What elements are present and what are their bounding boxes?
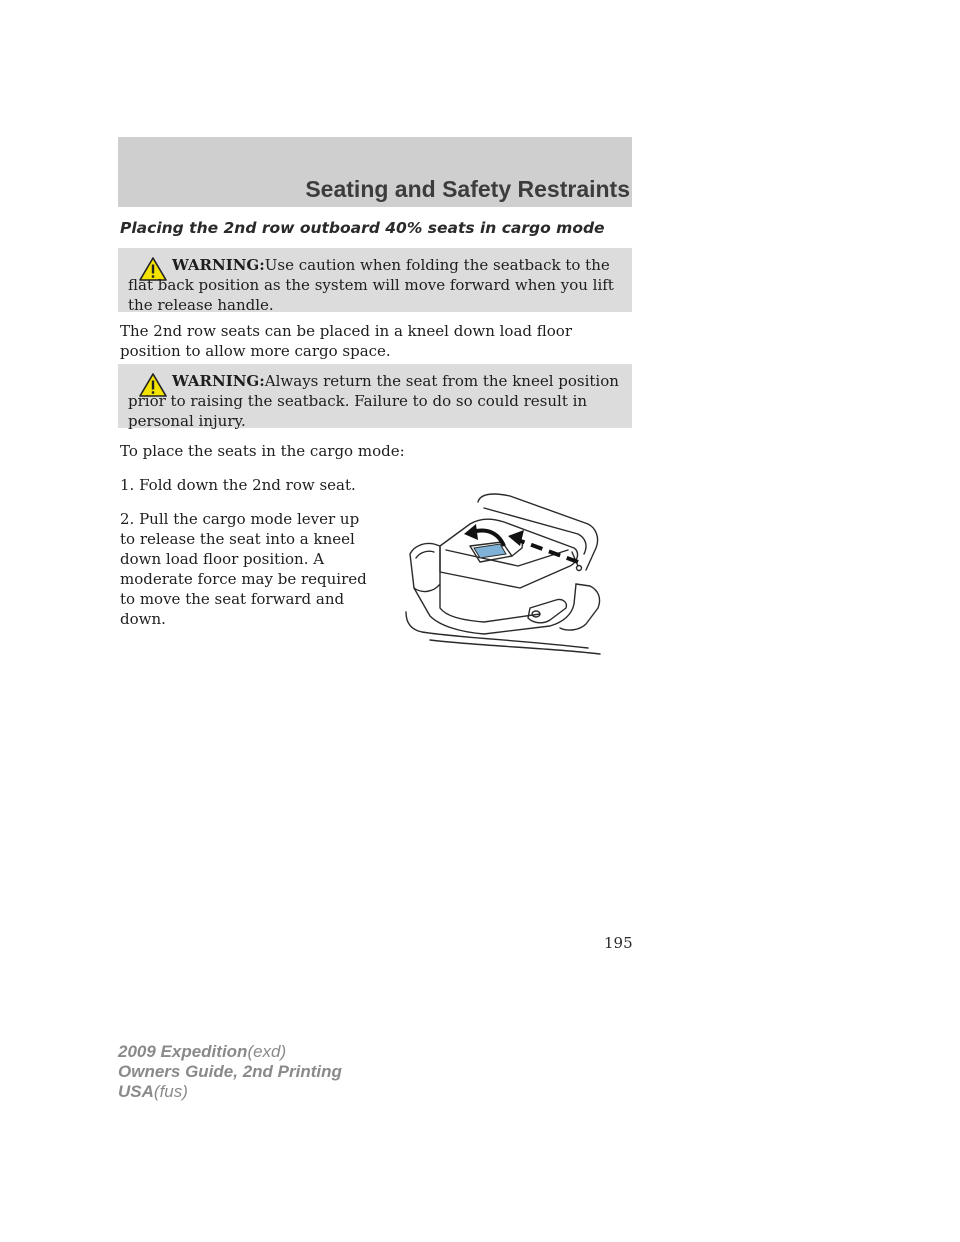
section-header — [118, 137, 632, 207]
seat-cargo-mode-illustration — [400, 488, 622, 660]
warning-body: Use caution when folding the seatback to the flat back position as the system will move forward when you lift the release handle. — [128, 256, 614, 314]
footer-model-code: (exd) — [247, 1042, 287, 1061]
section-title: Seating and Safety Restraints — [305, 176, 630, 202]
footer-model: 2009 Expedition — [118, 1042, 248, 1061]
step-item: 2. Pull the cargo mode lever up to release the seat into a kneel down load floor position. A moderate force may be required to move the seat forward and down. — [120, 510, 367, 628]
warning-text — [128, 371, 628, 431]
page-number: 195 — [604, 934, 633, 952]
warning-text — [128, 255, 628, 315]
warning-box — [118, 248, 632, 312]
footer-market: USA — [118, 1082, 154, 1101]
warning-box — [118, 364, 632, 428]
warning-body: Always return the seat from the kneel position prior to raising the seatback. Failure to do so could result in personal injury. — [128, 372, 619, 430]
warning-label: WARNING: — [172, 256, 265, 274]
subheading: Placing the 2nd row outboard 40% seats in cargo mode — [120, 219, 605, 237]
footer-market-code: (fus) — [153, 1082, 188, 1101]
footer-line-1 — [118, 1042, 342, 1062]
footer — [118, 1042, 342, 1102]
paragraph: To place the seats in the cargo mode: — [120, 442, 405, 460]
footer-line-2: Owners Guide, 2nd Printing — [118, 1062, 342, 1081]
paragraph: The 2nd row seats can be placed in a kneel down load floor position to allow more cargo space. — [120, 322, 572, 360]
footer-line-3 — [118, 1082, 342, 1102]
warning-label: WARNING: — [172, 372, 265, 390]
step-item: 1. Fold down the 2nd row seat. — [120, 476, 356, 494]
